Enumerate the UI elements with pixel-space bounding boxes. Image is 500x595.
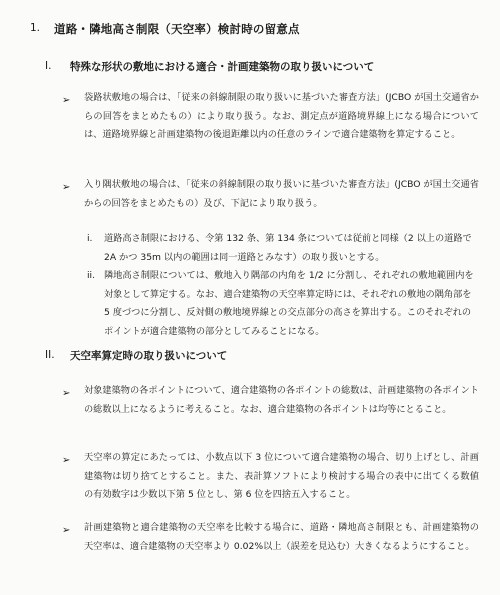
heading-number: 1.	[30, 22, 41, 34]
section-number: II.	[45, 349, 55, 361]
bullet-paragraph: 天空率の算定にあたっては、小数点以下 3 位について適合建築物の場合、切り上げとし、計画建築物は切り捨てとすること。また、表計算ソフトにより検討する場合の表中に出てくる数値の有効数字は少数以下第 5 位とし、第 6 位を四捨五入すること。	[84, 452, 479, 500]
bullet-arrow-icon: ➢	[62, 525, 71, 536]
bullet-paragraph: 対象建築物の各ポイントについて、適合建築物の各ポイントの総数は、計画建築物の各ポイントの総数以上になるように考えること。なお、適合建築物の各ポイントは均等にとること。	[84, 385, 479, 415]
section-title: 天空率算定時の取り扱いについて	[70, 350, 228, 362]
sub-item-paragraph: 道路高さ制限における、令第 132 条、第 134 条については従前と同様（2 以上の道路で 2A かつ 35m 以内の範囲は同一道路とみなす）の取り扱いとする。	[104, 233, 472, 263]
bullet-paragraph: 計画建築物と適合建築物の天空率を比較する場合に、道路・隣地高さ制限とも、計画建築物の天空率は、適合建築物の天空率より 0.02%以上（誤差を見込む）大きくなるようにすること。	[84, 522, 479, 552]
bullet-paragraph: 袋路状敷地の場合は、「従来の斜線制限の取り扱いに基づいた審査方法」(JCBO が国土交通省からの回答をまとめたもの）により取り扱う。なお、測定点が道路境界線上になる場合については、道路境界線と計画建築物の後退距離以内の任意のラインで適合建築物を算定すること。	[84, 92, 479, 140]
sub-item-marker: ii.	[87, 270, 96, 281]
bullet-arrow-icon: ➢	[62, 95, 71, 106]
section-title: 特殊な形状の敷地における適合・計画建築物の取り扱いについて	[70, 61, 375, 73]
sub-item-marker: i.	[87, 233, 93, 244]
bullet-arrow-icon: ➢	[62, 455, 71, 466]
bullet-arrow-icon: ➢	[62, 388, 71, 399]
bullet-paragraph: 入り隅状敷地の場合は、「従来の斜線制限の取り扱いに基づいた審査方法」(JCBO が国土交通省からの回答をまとめたもの）及び、下記により取り扱う。	[84, 179, 479, 209]
heading-title: 道路・隣地高さ制限（天空率）検討時の留意点	[54, 22, 300, 36]
bullet-arrow-icon: ➢	[62, 182, 71, 193]
sub-item-paragraph: 隣地高さ制限については、敷地入り隅部の内角を 1/2 に分割し、それぞれの敷地範囲内を対象として算定する。なお、適合建築物の天空率算定時には、それぞれの敷地の隅角部を 5 度づつに分割し、反対側の敷地境界線との交点部分の高さを算出する。このそれぞれのポイントが適合建築物の部分としてみることになる。	[104, 270, 474, 337]
section-number: I.	[45, 60, 52, 72]
